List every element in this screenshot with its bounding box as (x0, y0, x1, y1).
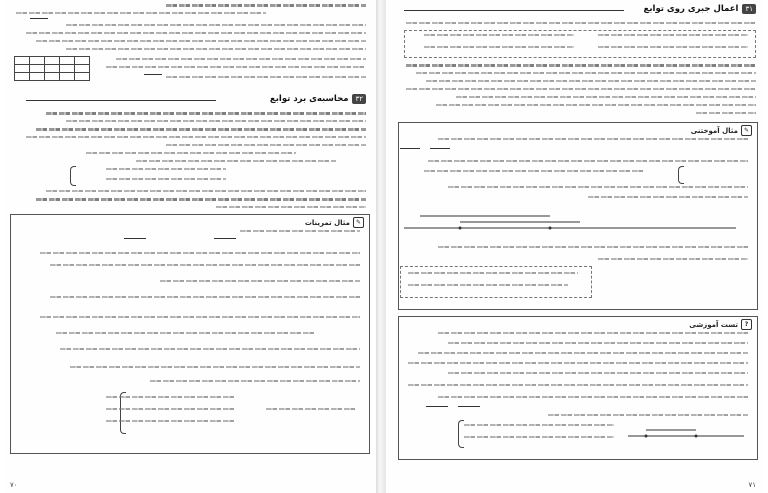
sign-table (14, 56, 90, 81)
pencil-icon: ✎ (741, 125, 752, 136)
right-page (386, 0, 764, 493)
text-line (166, 4, 366, 7)
test-heading (689, 319, 752, 330)
section-title: محاسبه‌ی برد توابع (269, 94, 349, 104)
example-heading (691, 125, 752, 136)
section-header (644, 4, 756, 14)
question-icon: ? (741, 319, 752, 330)
section-number: ۳۲ (352, 94, 366, 104)
page-number-right: ۷۱ (748, 481, 756, 489)
left-page (4, 0, 376, 493)
book-gutter (376, 0, 386, 493)
pencil-icon: ✎ (353, 217, 364, 228)
section-title: اعمال جبری روی توابع (643, 4, 739, 14)
number-line-small (626, 424, 746, 442)
number-line (400, 206, 740, 240)
example-label: مثال آموختنی (690, 126, 738, 135)
example-label: مثال تمرینات (304, 218, 350, 227)
page-number-left: ۷۰ (10, 481, 18, 489)
example-box (10, 214, 370, 454)
example-heading (305, 217, 364, 228)
section-header (270, 94, 366, 104)
test-label: تست آموزشی (689, 320, 738, 329)
section-number: ۳۱ (742, 4, 756, 14)
